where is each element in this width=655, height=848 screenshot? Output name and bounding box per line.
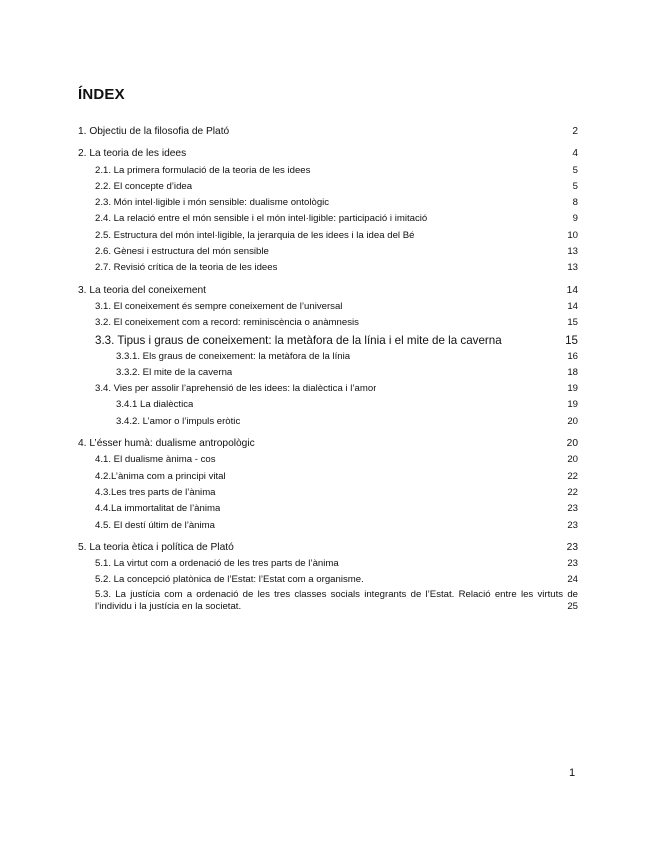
toc-entry-page: 23 — [567, 558, 578, 570]
toc-entry-title: 4.3.Les tres parts de l’ànima — [95, 486, 216, 498]
toc-entry-title: 3.3. Tipus i graus de coneixement: la metàfora de la línia i el mite de la caverna — [95, 333, 502, 347]
toc-entry-page: 15 — [567, 317, 578, 329]
toc-entry[interactable] — [78, 452, 578, 468]
toc-entry-page: 22 — [567, 470, 578, 482]
toc-entry[interactable] — [78, 163, 578, 179]
toc-entry-title: 2.4. La relació entre el món sensible i el món intel·ligible: participació i imitació — [95, 213, 428, 225]
toc-entry-page: 23 — [567, 503, 578, 515]
toc-entry-page: 24 — [567, 574, 578, 586]
toc-entry[interactable] — [78, 501, 578, 517]
toc-entry[interactable] — [78, 211, 578, 227]
toc-entry-title: 2.3. Món intel·ligible i món sensible: dualisme ontològic — [95, 197, 330, 209]
toc-entry-page: 9 — [572, 213, 578, 225]
toc-entry-title: 5.2. La concepció platònica de l’Estat: l’Estat com a organisme. — [95, 574, 364, 586]
toc-entry[interactable] — [78, 540, 578, 556]
toc-entry-page: 14 — [567, 300, 578, 312]
index-title: ÍNDEX — [78, 86, 125, 103]
toc-entry[interactable] — [78, 485, 578, 501]
toc-entry-page: 20 — [567, 454, 578, 466]
toc-entry-title: 3.3.1. Els graus de coneixement: la metàfora de la línia — [116, 350, 351, 362]
toc-entry-title: 4. L’ésser humà: dualisme antropològic — [78, 438, 255, 450]
toc-section — [78, 540, 578, 614]
toc-entry-title: 2.5. Estructura del món intel·ligible, la jerarquia de les idees i la idea del Bé — [95, 229, 415, 241]
toc-entry-page: 25 — [567, 601, 578, 613]
toc-entry-page: 20 — [566, 438, 578, 450]
toc-section — [78, 283, 578, 430]
toc-entry-page: 13 — [567, 246, 578, 258]
toc-entry-title: 5.1. La virtut com a ordenació de les tres parts de l’ànima — [95, 558, 339, 570]
toc-entry[interactable] — [78, 179, 578, 195]
toc-entry[interactable] — [78, 518, 578, 534]
toc-entry-page: 13 — [567, 262, 578, 274]
toc-entry[interactable] — [78, 228, 578, 244]
toc-entry-title: 5.3. La justícia com a ordenació de les tres classes socials integrants de l’Estat. Relació entre les virtuts de l’individu i la justícia en la societat. — [95, 588, 578, 613]
toc-entry-title: 3.4.1 La dialèctica — [116, 399, 194, 411]
toc-entry-page: 2 — [572, 126, 578, 137]
toc-entry-page: 8 — [572, 197, 578, 209]
toc-entry-page: 16 — [567, 350, 578, 362]
toc-entry-page: 18 — [567, 366, 578, 378]
toc-entry-title: 4.1. El dualisme ànima - cos — [95, 454, 216, 466]
toc-entry-title: 4.4.La immortalitat de l’ànima — [95, 503, 221, 515]
toc-entry[interactable] — [78, 556, 578, 572]
toc-entry-page: 19 — [567, 383, 578, 395]
toc-entry[interactable] — [78, 589, 578, 614]
toc-entry-title: 3.2. El coneixement com a record: reminiscència o anàmnesis — [95, 317, 359, 329]
toc-entry[interactable] — [78, 365, 578, 381]
toc-entry-page: 19 — [567, 399, 578, 411]
toc-entry[interactable] — [78, 469, 578, 485]
toc-entry-page: 5 — [572, 180, 578, 192]
toc-entry[interactable] — [78, 414, 578, 430]
toc-entry-title: 3.4.2. L’amor o l’impuls eròtic — [116, 415, 241, 427]
toc-entry-title: 2.7. Revisió crítica de la teoria de les idees — [95, 262, 278, 274]
table-of-contents — [78, 124, 578, 620]
toc-entry[interactable] — [78, 195, 578, 211]
toc-entry-page: 22 — [567, 486, 578, 498]
toc-entry[interactable] — [78, 332, 578, 349]
toc-entry-page: 23 — [567, 519, 578, 531]
toc-entry-page: 15 — [565, 333, 578, 347]
toc-entry-title: 2.1. La primera formulació de la teoria de les idees — [95, 164, 311, 176]
toc-entry-title: 4.2.L’ànima com a principi vital — [95, 470, 226, 482]
toc-entry-title: 3.4. Vies per assolir l’aprehensió de les idees: la dialèctica i l’amor — [95, 383, 377, 395]
toc-entry-title: 2. La teoria de les idees — [78, 148, 187, 160]
toc-section — [78, 436, 578, 534]
toc-entry[interactable] — [78, 244, 578, 260]
toc-entry[interactable] — [78, 397, 578, 413]
toc-entry-title: 5. La teoria ètica i política de Plató — [78, 541, 234, 553]
toc-entry-page: 10 — [567, 229, 578, 241]
toc-entry-title: 2.2. El concepte d’idea — [95, 180, 193, 192]
toc-entry-title: 3. La teoria del coneixement — [78, 284, 206, 296]
toc-entry-title: 3.1. El coneixement és sempre coneixement de l’universal — [95, 300, 343, 312]
toc-entry-page: 20 — [567, 415, 578, 427]
toc-entry[interactable] — [78, 349, 578, 365]
toc-entry[interactable] — [78, 260, 578, 276]
toc-entry-page: 5 — [572, 164, 578, 176]
toc-entry-page: 23 — [566, 541, 578, 553]
toc-entry-title: 3.3.2. El mite de la caverna — [116, 366, 233, 378]
toc-section — [78, 146, 578, 276]
page-number: 1 — [569, 767, 576, 779]
toc-entry[interactable] — [78, 283, 578, 299]
toc-entry-page: 4 — [572, 148, 578, 160]
toc-entry[interactable] — [78, 436, 578, 452]
toc-entry[interactable] — [78, 572, 578, 588]
toc-entry-title: 1. Objectiu de la filosofia de Plató — [78, 126, 230, 137]
toc-entry[interactable] — [78, 299, 578, 315]
toc-entry-title: 4.5. El destí últim de l’ànima — [95, 519, 215, 531]
toc-entry-title: 2.6. Gènesi i estructura del món sensible — [95, 246, 269, 258]
toc-section — [78, 124, 578, 140]
toc-entry[interactable] — [78, 381, 578, 397]
toc-entry[interactable] — [78, 315, 578, 331]
toc-entry[interactable] — [78, 146, 578, 162]
toc-entry-page: 14 — [566, 284, 578, 296]
toc-entry[interactable] — [78, 124, 578, 140]
